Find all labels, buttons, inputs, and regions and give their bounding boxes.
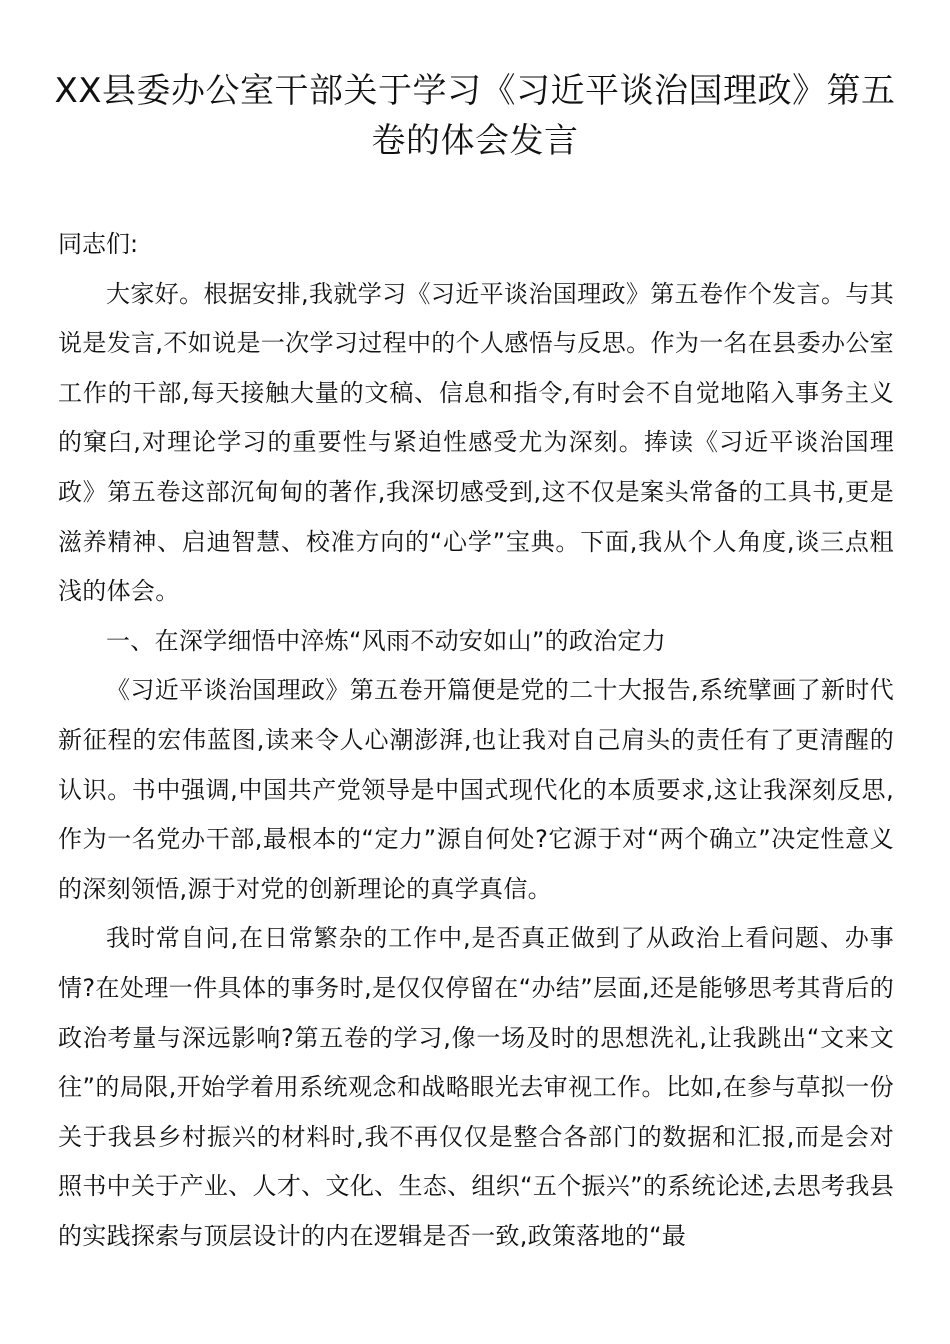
paragraph-section-1-b: 我时常自问,在日常繁杂的工作中,是否真正做到了从政治上看问题、办事情?在处理一件具体的事务时,是仅仅停留在“办结”层面,还是能够思考其背后的政治考量与深远影响?第五卷的学习,像一场及时的思想洗礼,让我跳出“文来文往”的局限,开始学着用系统观念和战略眼光去审视工作。比如,在参与草拟一份关于我县乡村振兴的材料时,我不再仅仅是整合各部门的数据和汇报,而是会对照书中关于产业、人才、文化、生态、组织“五个振兴”的系统论述,去思考我县的实践探索与顶层设计的内在逻辑是否一致,政策落地的“最 — [58, 924, 894, 1250]
section-heading-1: 一、在深学细悟中淬炼“风雨不动安如山”的政治定力 — [106, 626, 667, 655]
document-body — [58, 220, 894, 1261]
document-title: XX县委办公室干部关于学习《习近平谈治国理政》第五卷的体会发言 — [54, 71, 896, 161]
paragraph-section-1-a: 《习近平谈治国理政》第五卷开篇便是党的二十大报告,系统擘画了新时代新征程的宏伟蓝图,读来令人心潮澎湃,也让我对自己肩头的责任有了更清醒的认识。书中强调,中国共产党领导是中国式现代化的本质要求,这让我深刻反思,作为一名党办干部,最根本的“定力”源自何处?它源于对“两个确立”决定性意义的深刻领悟,源于对党的创新理论的真学真信。 — [58, 676, 894, 903]
paragraph-intro: 大家好。根据安排,我就学习《习近平谈治国理政》第五卷作个发言。与其说是发言,不如说是一次学习过程中的个人感悟与反思。作为一名在县委办公室工作的干部,每天接触大量的文稿、信息和指令,有时会不自觉地陷入事务主义的窠臼,对理论学习的重要性与紧迫性感受尤为深刻。捧读《习近平谈治国理政》第五卷这部沉甸甸的著作,我深切感受到,这不仅是案头常备的工具书,更是滋养精神、启迪智慧、校准方向的“心学”宝典。下面,我从个人角度,谈三点粗浅的体会。 — [58, 279, 894, 606]
salutation: 同志们: — [58, 230, 139, 258]
